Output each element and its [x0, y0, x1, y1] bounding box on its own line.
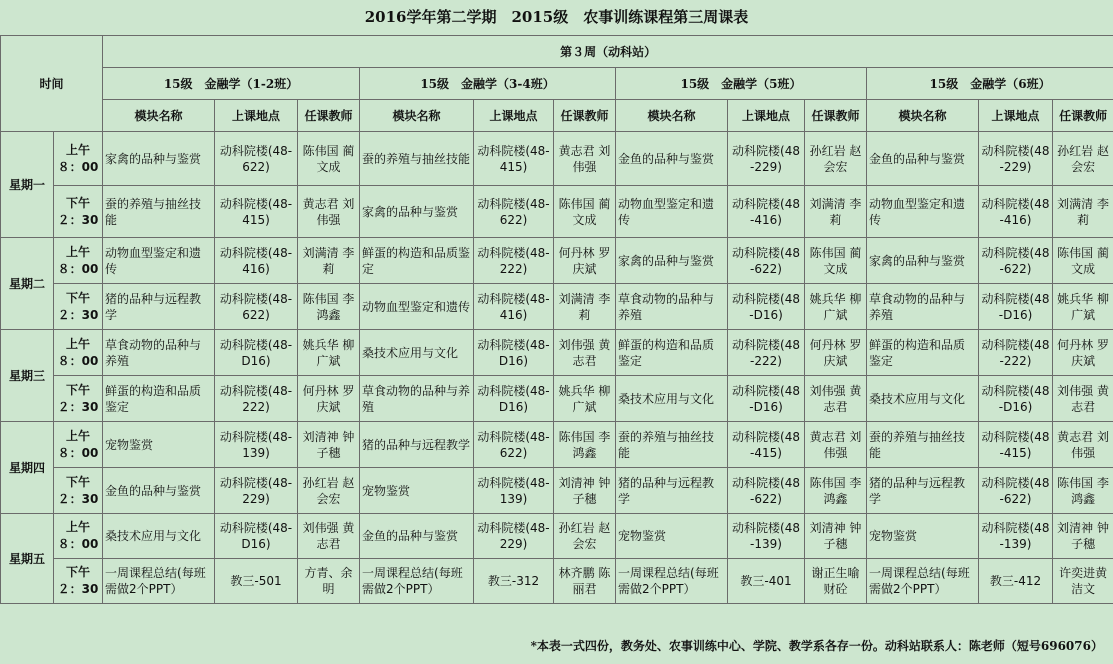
teacher-cell: 何丹林 罗庆斌	[554, 238, 616, 284]
location-cell: 动科院楼(48-D16)	[474, 330, 554, 376]
location-cell: 动科院楼(48-229)	[728, 132, 805, 186]
teacher-cell: 姚兵华 柳广斌	[554, 376, 616, 422]
teacher-cell: 刘清神 钟子穗	[805, 514, 867, 559]
teacher-cell: 许奕进黄洁文	[1053, 559, 1113, 604]
module-name-cell: 猪的品种与远程教学	[360, 422, 474, 468]
location-cell: 动科院楼(48-416)	[728, 186, 805, 238]
teacher-cell: 孙红岩 赵会宏	[554, 514, 616, 559]
week-header: 第３周（动科站）	[103, 36, 1113, 68]
module-name-cell: 草食动物的品种与养殖	[360, 376, 474, 422]
teacher-cell: 姚兵华 柳广斌	[805, 284, 867, 330]
location-cell: 动科院楼(48-229)	[474, 514, 554, 559]
location-cell: 教三-501	[215, 559, 298, 604]
module-name-cell: 猪的品种与远程教学	[103, 284, 215, 330]
module-name-cell: 草食动物的品种与养殖	[616, 284, 728, 330]
time-header: 时间	[1, 36, 103, 132]
location-cell: 动科院楼(48-139)	[728, 514, 805, 559]
module-name-cell: 桑技术应用与文化	[867, 376, 979, 422]
table-row	[1, 468, 1113, 514]
teacher-cell: 陈伟国 李鸿鑫	[554, 422, 616, 468]
teacher-cell: 何丹林 罗庆斌	[805, 330, 867, 376]
time-slot: 上午 ８：00	[54, 330, 103, 376]
table-row	[1, 238, 1113, 284]
location-cell: 动科院楼(48-139)	[474, 468, 554, 514]
module-name-cell: 鲜蛋的构造和品质鉴定	[360, 238, 474, 284]
location-cell: 动科院楼(48-622)	[474, 422, 554, 468]
location-cell: 动科院楼(48-622)	[215, 284, 298, 330]
teacher-cell: 陈伟国 李鸿鑫	[805, 468, 867, 514]
teacher-cell: 刘满清 李莉	[554, 284, 616, 330]
module-name-cell: 动物血型鉴定和遗传	[103, 238, 215, 284]
module-name-cell: 宠物鉴赏	[103, 422, 215, 468]
teacher-cell: 何丹林 罗庆斌	[298, 376, 360, 422]
column-header: 模块名称	[867, 100, 979, 132]
module-name-cell: 蚕的养殖与抽丝技能	[616, 422, 728, 468]
location-cell: 动科院楼(48-139)	[979, 514, 1053, 559]
teacher-cell: 刘伟强 黄志君	[805, 376, 867, 422]
teacher-cell: 刘清神 钟子穗	[1053, 514, 1113, 559]
module-name-cell: 家禽的品种与鉴赏	[360, 186, 474, 238]
teacher-cell: 刘伟强 黄志君	[1053, 376, 1113, 422]
location-cell: 动科院楼(48-222)	[728, 330, 805, 376]
column-header: 模块名称	[616, 100, 728, 132]
table-row	[1, 132, 1113, 186]
teacher-cell: 陈伟国 蔺文成	[298, 132, 360, 186]
class-header: 15级 金融学（6班）	[867, 68, 1113, 100]
location-cell: 动科院楼(48-622)	[215, 132, 298, 186]
time-slot: 下午 ２：30	[54, 559, 103, 604]
teacher-cell: 孙红岩 赵会宏	[805, 132, 867, 186]
location-cell: 动科院楼(48-222)	[979, 330, 1053, 376]
teacher-cell: 刘伟强 黄志君	[298, 514, 360, 559]
module-name-cell: 鲜蛋的构造和品质鉴定	[616, 330, 728, 376]
schedule-table	[0, 35, 1113, 604]
location-cell: 动科院楼(48-416)	[474, 284, 554, 330]
teacher-cell: 刘伟强 黄志君	[554, 330, 616, 376]
table-row	[1, 284, 1113, 330]
day-label: 星期五	[1, 514, 54, 604]
table-row	[1, 376, 1113, 422]
location-cell: 动科院楼(48-D16)	[728, 376, 805, 422]
teacher-cell: 刘清神 钟子穗	[298, 422, 360, 468]
module-name-cell: 一周课程总结(每班需做2个PPT）	[616, 559, 728, 604]
time-slot: 下午 ２：30	[54, 468, 103, 514]
module-name-cell: 猪的品种与远程教学	[616, 468, 728, 514]
time-slot: 上午 ８：00	[54, 238, 103, 284]
day-label: 星期三	[1, 330, 54, 422]
teacher-cell: 刘满清 李莉	[805, 186, 867, 238]
day-label: 星期四	[1, 422, 54, 514]
location-cell: 动科院楼(48-D16)	[474, 376, 554, 422]
location-cell: 动科院楼(48-415)	[728, 422, 805, 468]
time-slot: 上午 ８：00	[54, 514, 103, 559]
module-name-cell: 桑技术应用与文化	[103, 514, 215, 559]
location-cell: 动科院楼(48-229)	[979, 132, 1053, 186]
location-cell: 动科院楼(48-416)	[979, 186, 1053, 238]
module-name-cell: 蚕的养殖与抽丝技能	[360, 132, 474, 186]
teacher-cell: 何丹林 罗庆斌	[1053, 330, 1113, 376]
column-header: 上课地点	[215, 100, 298, 132]
location-cell: 动科院楼(48-622)	[979, 238, 1053, 284]
time-slot: 上午 ８：00	[54, 132, 103, 186]
column-header: 任课教师	[554, 100, 616, 132]
location-cell: 教三-401	[728, 559, 805, 604]
teacher-cell: 方青、余明	[298, 559, 360, 604]
teacher-cell: 陈伟国 李鸿鑫	[298, 284, 360, 330]
location-cell: 教三-312	[474, 559, 554, 604]
column-header: 模块名称	[103, 100, 215, 132]
teacher-cell: 黄志君 刘伟强	[1053, 422, 1113, 468]
module-name-cell: 家禽的品种与鉴赏	[103, 132, 215, 186]
time-slot: 上午 ８：00	[54, 422, 103, 468]
module-name-cell: 一周课程总结(每班需做2个PPT）	[103, 559, 215, 604]
location-cell: 动科院楼(48-415)	[215, 186, 298, 238]
module-name-cell: 鲜蛋的构造和品质鉴定	[867, 330, 979, 376]
module-name-cell: 金鱼的品种与鉴赏	[360, 514, 474, 559]
location-cell: 教三-412	[979, 559, 1053, 604]
module-name-cell: 桑技术应用与文化	[360, 330, 474, 376]
class-header: 15级 金融学（1-2班）	[103, 68, 360, 100]
table-row	[1, 330, 1113, 376]
column-header-row	[1, 100, 1113, 132]
module-name-cell: 宠物鉴赏	[616, 514, 728, 559]
class-header: 15级 金融学（3-4班）	[360, 68, 616, 100]
module-name-cell: 金鱼的品种与鉴赏	[867, 132, 979, 186]
column-header: 任课教师	[1053, 100, 1113, 132]
location-cell: 动科院楼(48-222)	[474, 238, 554, 284]
column-header: 任课教师	[805, 100, 867, 132]
teacher-cell: 黄志君 刘伟强	[805, 422, 867, 468]
module-name-cell: 动物血型鉴定和遗传	[360, 284, 474, 330]
location-cell: 动科院楼(48-D16)	[215, 330, 298, 376]
module-name-cell: 金鱼的品种与鉴赏	[616, 132, 728, 186]
column-header: 上课地点	[979, 100, 1053, 132]
location-cell: 动科院楼(48-622)	[474, 186, 554, 238]
teacher-cell: 黄志君 刘伟强	[298, 186, 360, 238]
module-name-cell: 家禽的品种与鉴赏	[616, 238, 728, 284]
teacher-cell: 陈伟国 蔺文成	[1053, 238, 1113, 284]
location-cell: 动科院楼(48-D16)	[979, 376, 1053, 422]
table-row	[1, 514, 1113, 559]
column-header: 上课地点	[728, 100, 805, 132]
module-name-cell: 动物血型鉴定和遗传	[616, 186, 728, 238]
page-title: 2016学年第二学期 2015级 农事训练课程第三周课表	[364, 8, 749, 26]
location-cell: 动科院楼(48-416)	[215, 238, 298, 284]
class-header-row	[1, 68, 1113, 100]
column-header: 模块名称	[360, 100, 474, 132]
module-name-cell: 家禽的品种与鉴赏	[867, 238, 979, 284]
teacher-cell: 孙红岩 赵会宏	[1053, 132, 1113, 186]
time-slot: 下午 ２：30	[54, 186, 103, 238]
class-header: 15级 金融学（5班）	[616, 68, 867, 100]
teacher-cell: 姚兵华 柳广斌	[298, 330, 360, 376]
teacher-cell: 刘清神 钟子穗	[554, 468, 616, 514]
teacher-cell: 陈伟国 李鸿鑫	[1053, 468, 1113, 514]
location-cell: 动科院楼(48-415)	[979, 422, 1053, 468]
teacher-cell: 刘满清 李莉	[1053, 186, 1113, 238]
module-name-cell: 蚕的养殖与抽丝技能	[103, 186, 215, 238]
column-header: 任课教师	[298, 100, 360, 132]
day-label: 星期一	[1, 132, 54, 238]
module-name-cell: 宠物鉴赏	[360, 468, 474, 514]
location-cell: 动科院楼(48-622)	[979, 468, 1053, 514]
schedule-body	[1, 36, 1113, 604]
location-cell: 动科院楼(48-415)	[474, 132, 554, 186]
location-cell: 动科院楼(48-622)	[728, 468, 805, 514]
teacher-cell: 陈伟国 蔺文成	[554, 186, 616, 238]
module-name-cell: 猪的品种与远程教学	[867, 468, 979, 514]
module-name-cell: 桑技术应用与文化	[616, 376, 728, 422]
location-cell: 动科院楼(48-139)	[215, 422, 298, 468]
module-name-cell: 金鱼的品种与鉴赏	[103, 468, 215, 514]
module-name-cell: 一周课程总结(每班需做2个PPT）	[360, 559, 474, 604]
module-name-cell: 宠物鉴赏	[867, 514, 979, 559]
table-row	[1, 186, 1113, 238]
table-row	[1, 422, 1113, 468]
location-cell: 动科院楼(48-D16)	[979, 284, 1053, 330]
module-name-cell: 一周课程总结(每班需做2个PPT）	[867, 559, 979, 604]
time-slot: 下午 ２：30	[54, 284, 103, 330]
teacher-cell: 林齐鹏 陈丽君	[554, 559, 616, 604]
teacher-cell: 姚兵华 柳广斌	[1053, 284, 1113, 330]
location-cell: 动科院楼(48-229)	[215, 468, 298, 514]
location-cell: 动科院楼(48-622)	[728, 238, 805, 284]
module-name-cell: 草食动物的品种与养殖	[103, 330, 215, 376]
module-name-cell: 蚕的养殖与抽丝技能	[867, 422, 979, 468]
teacher-cell: 刘满清 李莉	[298, 238, 360, 284]
time-slot: 下午 ２：30	[54, 376, 103, 422]
teacher-cell: 陈伟国 蔺文成	[805, 238, 867, 284]
location-cell: 动科院楼(48-D16)	[728, 284, 805, 330]
footer-note: *本表一式四份，教务处、农事训练中心、学院、教学系各存一份。动科站联系人：陈老师（短号696076）	[530, 639, 1103, 653]
column-header: 上课地点	[474, 100, 554, 132]
module-name-cell: 鲜蛋的构造和品质鉴定	[103, 376, 215, 422]
day-label: 星期二	[1, 238, 54, 330]
table-row	[1, 559, 1113, 604]
module-name-cell: 草食动物的品种与养殖	[867, 284, 979, 330]
module-name-cell: 动物血型鉴定和遗传	[867, 186, 979, 238]
teacher-cell: 孙红岩 赵会宏	[298, 468, 360, 514]
location-cell: 动科院楼(48-D16)	[215, 514, 298, 559]
teacher-cell: 谢正生喻财砼	[805, 559, 867, 604]
location-cell: 动科院楼(48-222)	[215, 376, 298, 422]
teacher-cell: 黄志君 刘伟强	[554, 132, 616, 186]
